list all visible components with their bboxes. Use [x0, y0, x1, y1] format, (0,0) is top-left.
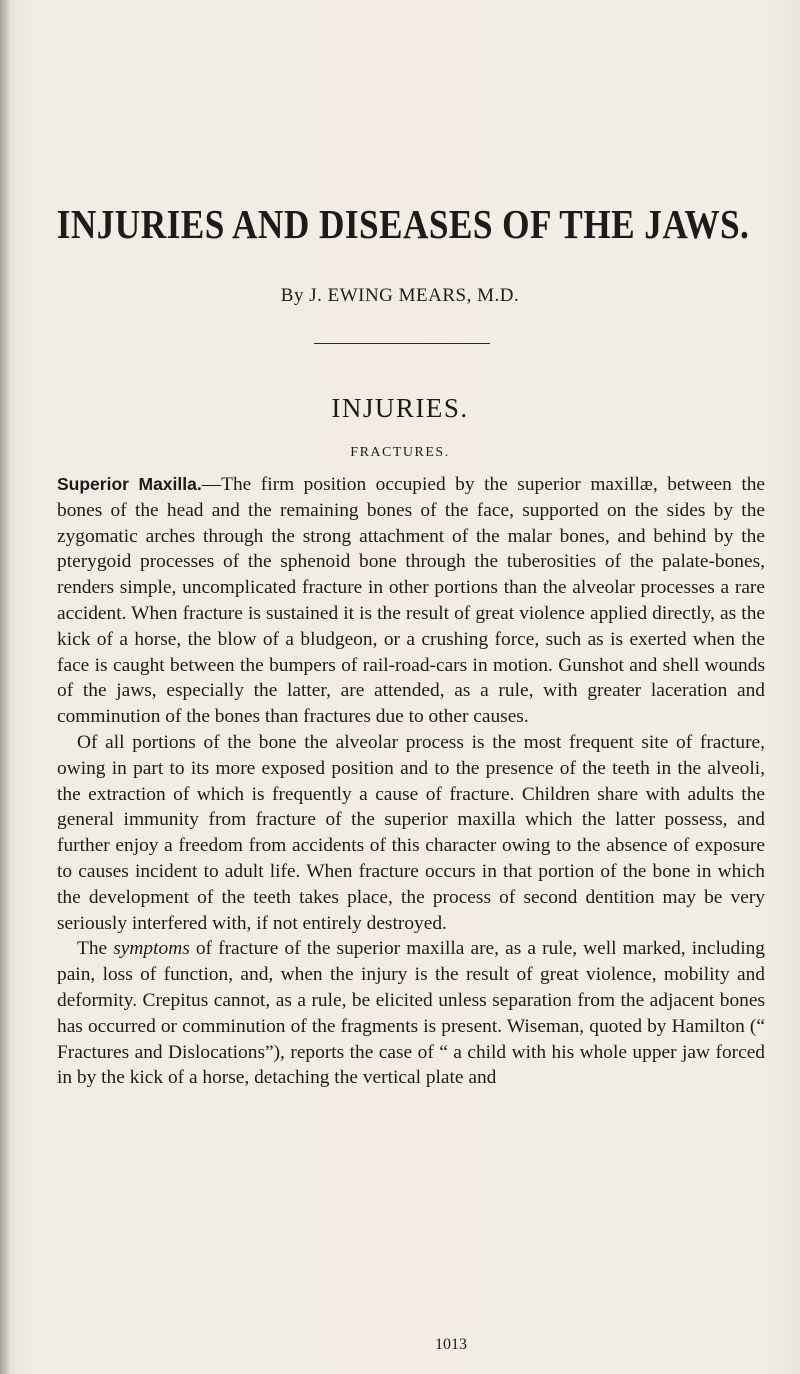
page-number: 1013 [435, 1336, 467, 1353]
paragraph-text: of fracture of the superior maxilla are, as a rule, well marked, including pain, loss of function, and, when the injury is the result of great violence, mobility and deformity. Crepitus cannot, as a rule, be elicited unless separation from the adjacent bones has occurred or comminution of the fragments is present. Wiseman, quoted by Hamilton (“ Fractures and Dislocations”), reports the case of “ a child with his whole upper jaw forced in by the kick of a horse, detaching the vertical plate and [57, 938, 766, 1089]
author-byline: By J. EWING MEARS, M.D. [280, 285, 520, 306]
run-in-heading: Superior Maxilla. [57, 474, 202, 494]
chapter-title: INJURIES AND DISEASES OF THE JAWS. [56, 201, 750, 247]
body-text [57, 472, 765, 1091]
paragraph-text: —The firm position occupied by the superior maxillæ, between the bones of the head and the remaining bones of the face, supported on the sides by the zygomatic arches through the strong attachment of the malar bones, and behind by the pterygoid processes of the sphenoid bone through the tuberosities of the palate-bones, renders simple, uncomplicated fracture in other portions than the alveolar processes a rare accident. When fracture is sustained it is the result of great violence applied directly, as the kick of a horse, the blow of a bludgeon, or a crushing force, such as is exerted when the face is caught between the bumpers of rail-road-cars in motion. Gunshot and shell wounds of the jaws, especially the latter, are attended, as a rule, with greater laceration and comminution of the bones than fractures due to other causes. [57, 474, 766, 728]
paragraph [57, 936, 765, 1091]
paragraph [57, 472, 765, 730]
paragraph-text: Of all portions of the bone the alveolar process is the most frequent site of fracture, owing in part to its more exposed position and to the presence of the teeth in the alveoli, the extraction of which is frequently a cause of fracture. Children share with adults the general immunity from fracture of the superior maxilla which the latter possess, and further enjoy a freedom from accidents of this character owing to the absence of exposure to causes incident to adult life. When fracture occurs in that portion of the bone in which the development of the teeth takes place, the process of second dentition may be very seriously interfered with, if not entirely destroyed. [57, 731, 765, 934]
paragraph-lead: The [77, 938, 114, 960]
italic-term: symptoms [113, 938, 190, 960]
divider-rule [314, 343, 490, 344]
subsection-heading: FRACTURES. [350, 445, 450, 460]
section-heading: INJURIES. [331, 393, 469, 423]
paragraph [57, 730, 765, 936]
page-gutter-shadow [0, 0, 10, 1374]
